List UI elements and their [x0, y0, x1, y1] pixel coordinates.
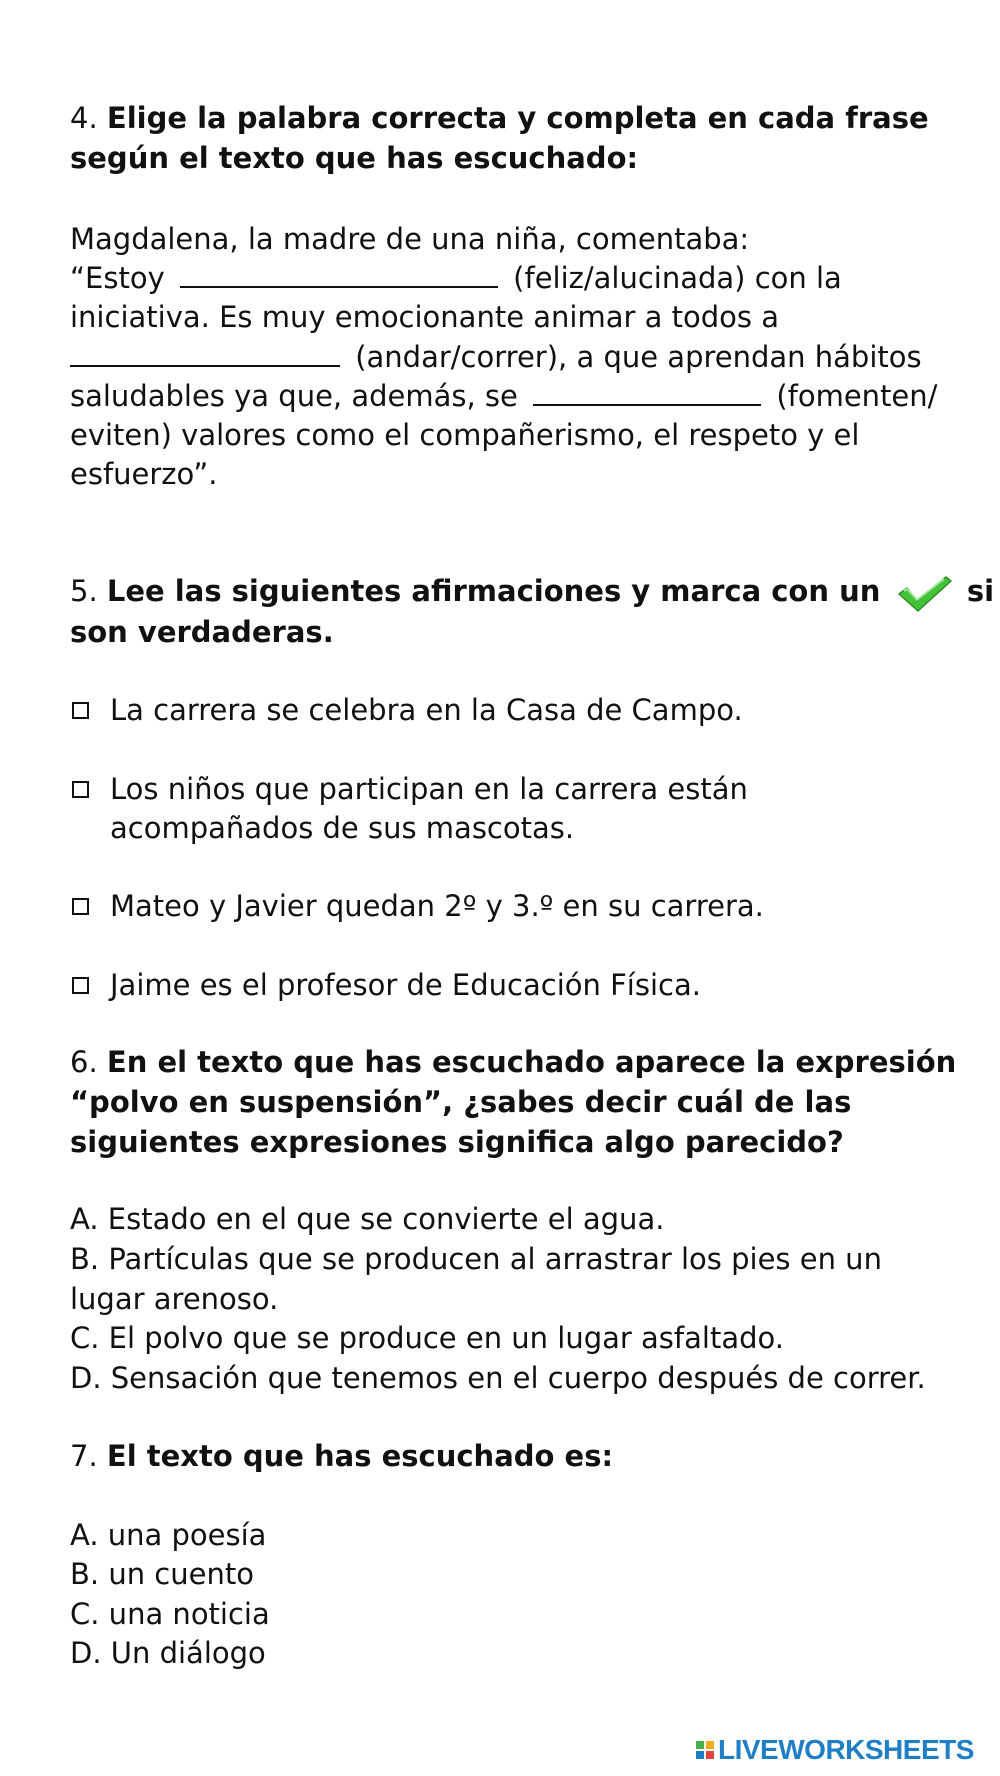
checkbox-icon[interactable] — [72, 781, 89, 798]
q4-title-1: Elige la palabra correcta y completa en cada frase — [106, 101, 929, 135]
q4-title-2: según el texto que has escuchado: — [70, 141, 639, 175]
q5-title-line-1 — [70, 571, 994, 613]
q4-text-line-2 — [70, 258, 842, 298]
q6-title-line-1 — [70, 1042, 956, 1082]
q5-item-2-line-1: Los niños que participan en la carrera están — [110, 772, 748, 806]
q6-title-1: En el texto que has escuchado aparece la expresión — [106, 1045, 957, 1079]
q5-title-2: son verdaderas. — [70, 615, 334, 649]
q7-number: 7. — [70, 1439, 98, 1473]
q6-option-b-line-1: B. Partículas que se producen al arrastrar los pies en un — [70, 1242, 882, 1276]
q4-text-5b: (fomenten/ — [776, 379, 938, 413]
q5-item-2-line-2: acompañados de sus mascotas. — [110, 811, 575, 845]
checkbox-icon[interactable] — [72, 898, 89, 915]
q6-title-3: siguientes expresiones significa algo parecido? — [70, 1125, 844, 1159]
blank-2-input[interactable] — [70, 337, 340, 367]
q7-title: El texto que has escuchado es: — [106, 1439, 614, 1473]
q6-option-c: C. El polvo que se produce en un lugar asfaltado. — [70, 1321, 784, 1355]
q4-text-line-1: Magdalena, la madre de una niña, comentaba: — [70, 222, 750, 256]
q7-option-c: C. una noticia — [70, 1597, 270, 1631]
logo-icon — [696, 1741, 714, 1759]
q5-item-1: La carrera se celebra en la Casa de Campo. — [110, 693, 743, 727]
green-checkmark-icon — [896, 573, 954, 613]
q4-text-line-6: eviten) valores como el compañerismo, el respeto y el — [70, 418, 860, 452]
q5-item-3: Mateo y Javier quedan 2º y 3.º en su carrera. — [110, 889, 764, 923]
q4-text-line-5 — [70, 376, 937, 416]
q6-option-d: D. Sensación que tenemos en el cuerpo después de correr. — [70, 1361, 926, 1395]
q7-option-b: B. un cuento — [70, 1557, 254, 1591]
q5-title-1b: si — [966, 574, 995, 608]
q4-text-2a: “Estoy — [70, 261, 165, 295]
q6-number: 6. — [70, 1045, 98, 1079]
brand-name: LIVEWORKSHEETS — [718, 1734, 974, 1765]
q4-text-line-4 — [70, 337, 922, 377]
q4-text-2b: (feliz/alucinada) con la — [513, 261, 842, 295]
q5-item-4: Jaime es el profesor de Educación Física. — [110, 968, 701, 1002]
q4-title-line-1 — [70, 98, 929, 138]
liveworksheets-logo — [696, 1735, 974, 1765]
q6-option-a: A. Estado en el que se convierte el agua. — [70, 1202, 665, 1236]
q4-text-line-7: esfuerzo”. — [70, 457, 218, 491]
q7-option-d: D. Un diálogo — [70, 1636, 266, 1670]
q7-title-line — [70, 1436, 613, 1476]
q7-option-a: A. una poesía — [70, 1518, 267, 1552]
q4-text-line-3: iniciativa. Es muy emocionante animar a todos a — [70, 300, 779, 334]
q5-number: 5. — [70, 574, 98, 608]
q6-option-b-line-2: lugar arenoso. — [70, 1282, 279, 1316]
q6-title-2: “polvo en suspensión”, ¿sabes decir cuál de las — [70, 1085, 852, 1119]
q4-text-5a: saludables ya que, además, se — [70, 379, 518, 413]
q4-text-4b: (andar/correr), a que aprendan hábitos — [355, 340, 922, 374]
checkbox-icon[interactable] — [72, 702, 89, 719]
blank-1-input[interactable] — [180, 258, 498, 288]
blank-3-input[interactable] — [533, 376, 761, 406]
q5-title-1a: Lee las siguientes afirmaciones y marca con un — [106, 574, 881, 608]
checkbox-icon[interactable] — [72, 977, 89, 994]
q4-number: 4. — [70, 101, 98, 135]
